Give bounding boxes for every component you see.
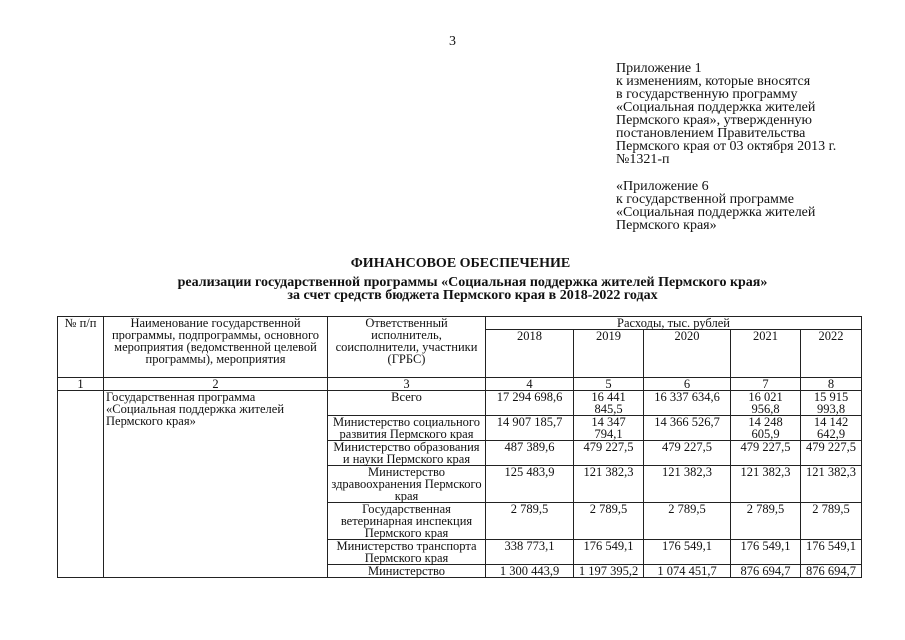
appendix-1-line: №1321-п bbox=[616, 152, 670, 167]
executor-cell: Министерство транспорта Пермского края bbox=[328, 540, 486, 565]
header-year: 2018 bbox=[486, 330, 574, 378]
header-num: № п/п bbox=[58, 317, 104, 378]
value-cell: 876 694,7 bbox=[731, 565, 801, 578]
value-cell: 338 773,1 bbox=[486, 540, 574, 565]
value-cell: 479 227,5 bbox=[801, 441, 862, 466]
value-cell: 876 694,7 bbox=[801, 565, 862, 578]
header-expenses: Расходы, тыс. рублей bbox=[486, 317, 862, 330]
column-number: 7 bbox=[731, 378, 801, 391]
financing-table bbox=[57, 316, 862, 578]
header-year: 2021 bbox=[731, 330, 801, 378]
value-cell: 2 789,5 bbox=[486, 503, 574, 540]
column-number: 4 bbox=[486, 378, 574, 391]
value-cell: 487 389,6 bbox=[486, 441, 574, 466]
value-cell: 479 227,5 bbox=[731, 441, 801, 466]
document-title: ФИНАНСОВОЕ ОБЕСПЕЧЕНИЕ bbox=[350, 256, 571, 271]
value-cell: 121 382,3 bbox=[801, 466, 862, 503]
appendix-1-line: «Социальная поддержка жителей bbox=[616, 100, 816, 115]
value-cell: 16 021 956,8 bbox=[731, 391, 801, 416]
value-cell: 1 300 443,9 bbox=[486, 565, 574, 578]
appendix-1-line: в государственную программу bbox=[616, 87, 798, 102]
appendix-1-block bbox=[616, 62, 836, 166]
value-cell: 1 197 395,2 bbox=[574, 565, 644, 578]
value-cell: 1 074 451,7 bbox=[644, 565, 731, 578]
appendix-1-line: постановлением Правительства bbox=[616, 126, 806, 141]
value-cell: 2 789,5 bbox=[801, 503, 862, 540]
executor-cell: Министерство образования и науки Пермского края bbox=[328, 441, 486, 466]
header-year: 2022 bbox=[801, 330, 862, 378]
appendix-6-line: к государственной программе bbox=[616, 192, 794, 207]
value-cell: 176 549,1 bbox=[801, 540, 862, 565]
value-cell: 479 227,5 bbox=[574, 441, 644, 466]
page-number: 3 bbox=[449, 34, 456, 49]
column-number: 8 bbox=[801, 378, 862, 391]
executor-cell: Всего bbox=[328, 391, 486, 416]
program-name-cell: Государственная программа «Социальная поддержка жителей Пермского края» bbox=[104, 391, 328, 578]
value-cell: 176 549,1 bbox=[731, 540, 801, 565]
column-number: 1 bbox=[58, 378, 104, 391]
column-number: 6 bbox=[644, 378, 731, 391]
appendix-1-line: Приложение 1 bbox=[616, 61, 702, 76]
header-name: Наименование государственной программы, подпрограммы, основного мероприятия (ведомственной целевой программы), мероприятия bbox=[104, 317, 328, 378]
column-number: 2 bbox=[104, 378, 328, 391]
header-executor: Ответственный исполнитель, соисполнители, участники (ГРБС) bbox=[328, 317, 486, 378]
value-cell: 2 789,5 bbox=[574, 503, 644, 540]
value-cell: 479 227,5 bbox=[644, 441, 731, 466]
row-number-cell bbox=[58, 391, 104, 578]
value-cell: 14 366 526,7 bbox=[644, 416, 731, 441]
value-cell: 14 907 185,7 bbox=[486, 416, 574, 441]
appendix-6-line: «Социальная поддержка жителей bbox=[616, 205, 816, 220]
column-number: 5 bbox=[574, 378, 644, 391]
document-subtitle bbox=[20, 276, 905, 302]
value-cell: 176 549,1 bbox=[574, 540, 644, 565]
table-row bbox=[58, 391, 862, 416]
executor-cell: Министерство здравоохранения Пермского края bbox=[328, 466, 486, 503]
value-cell: 125 483,9 bbox=[486, 466, 574, 503]
appendix-6-line: «Приложение 6 bbox=[616, 179, 709, 194]
executor-cell: Министерство bbox=[328, 565, 486, 578]
value-cell: 2 789,5 bbox=[644, 503, 731, 540]
executor-cell: Министерство социального развития Пермского края bbox=[328, 416, 486, 441]
appendix-1-line: Пермского края от 03 октября 2013 г. bbox=[616, 139, 837, 154]
value-cell: 16 441 845,5 bbox=[574, 391, 644, 416]
executor-cell: Государственная ветеринарная инспекция Пермского края bbox=[328, 503, 486, 540]
table-header-row bbox=[58, 317, 862, 330]
subtitle-line-1: реализации государственной программы «Социальная поддержка жителей Пермского края» bbox=[177, 275, 768, 290]
header-year: 2019 bbox=[574, 330, 644, 378]
appendix-1-line: к изменениям, которые вносятся bbox=[616, 74, 811, 89]
value-cell: 16 337 634,6 bbox=[644, 391, 731, 416]
value-cell: 2 789,5 bbox=[731, 503, 801, 540]
appendix-1-line: Пермского края», утвержденную bbox=[616, 113, 812, 128]
column-number: 3 bbox=[328, 378, 486, 391]
value-cell: 121 382,3 bbox=[731, 466, 801, 503]
value-cell: 14 248 605,9 bbox=[731, 416, 801, 441]
value-cell: 14 142 642,9 bbox=[801, 416, 862, 441]
value-cell: 14 347 794,1 bbox=[574, 416, 644, 441]
value-cell: 121 382,3 bbox=[644, 466, 731, 503]
appendix-6-line: Пермского края» bbox=[616, 218, 717, 233]
header-year: 2020 bbox=[644, 330, 731, 378]
column-number-row bbox=[58, 378, 862, 391]
subtitle-line-2: за счет средств бюджета Пермского края в 2018-2022 годах bbox=[287, 288, 658, 303]
value-cell: 121 382,3 bbox=[574, 466, 644, 503]
appendix-6-block bbox=[616, 180, 815, 232]
value-cell: 15 915 993,8 bbox=[801, 391, 862, 416]
value-cell: 176 549,1 bbox=[644, 540, 731, 565]
value-cell: 17 294 698,6 bbox=[486, 391, 574, 416]
